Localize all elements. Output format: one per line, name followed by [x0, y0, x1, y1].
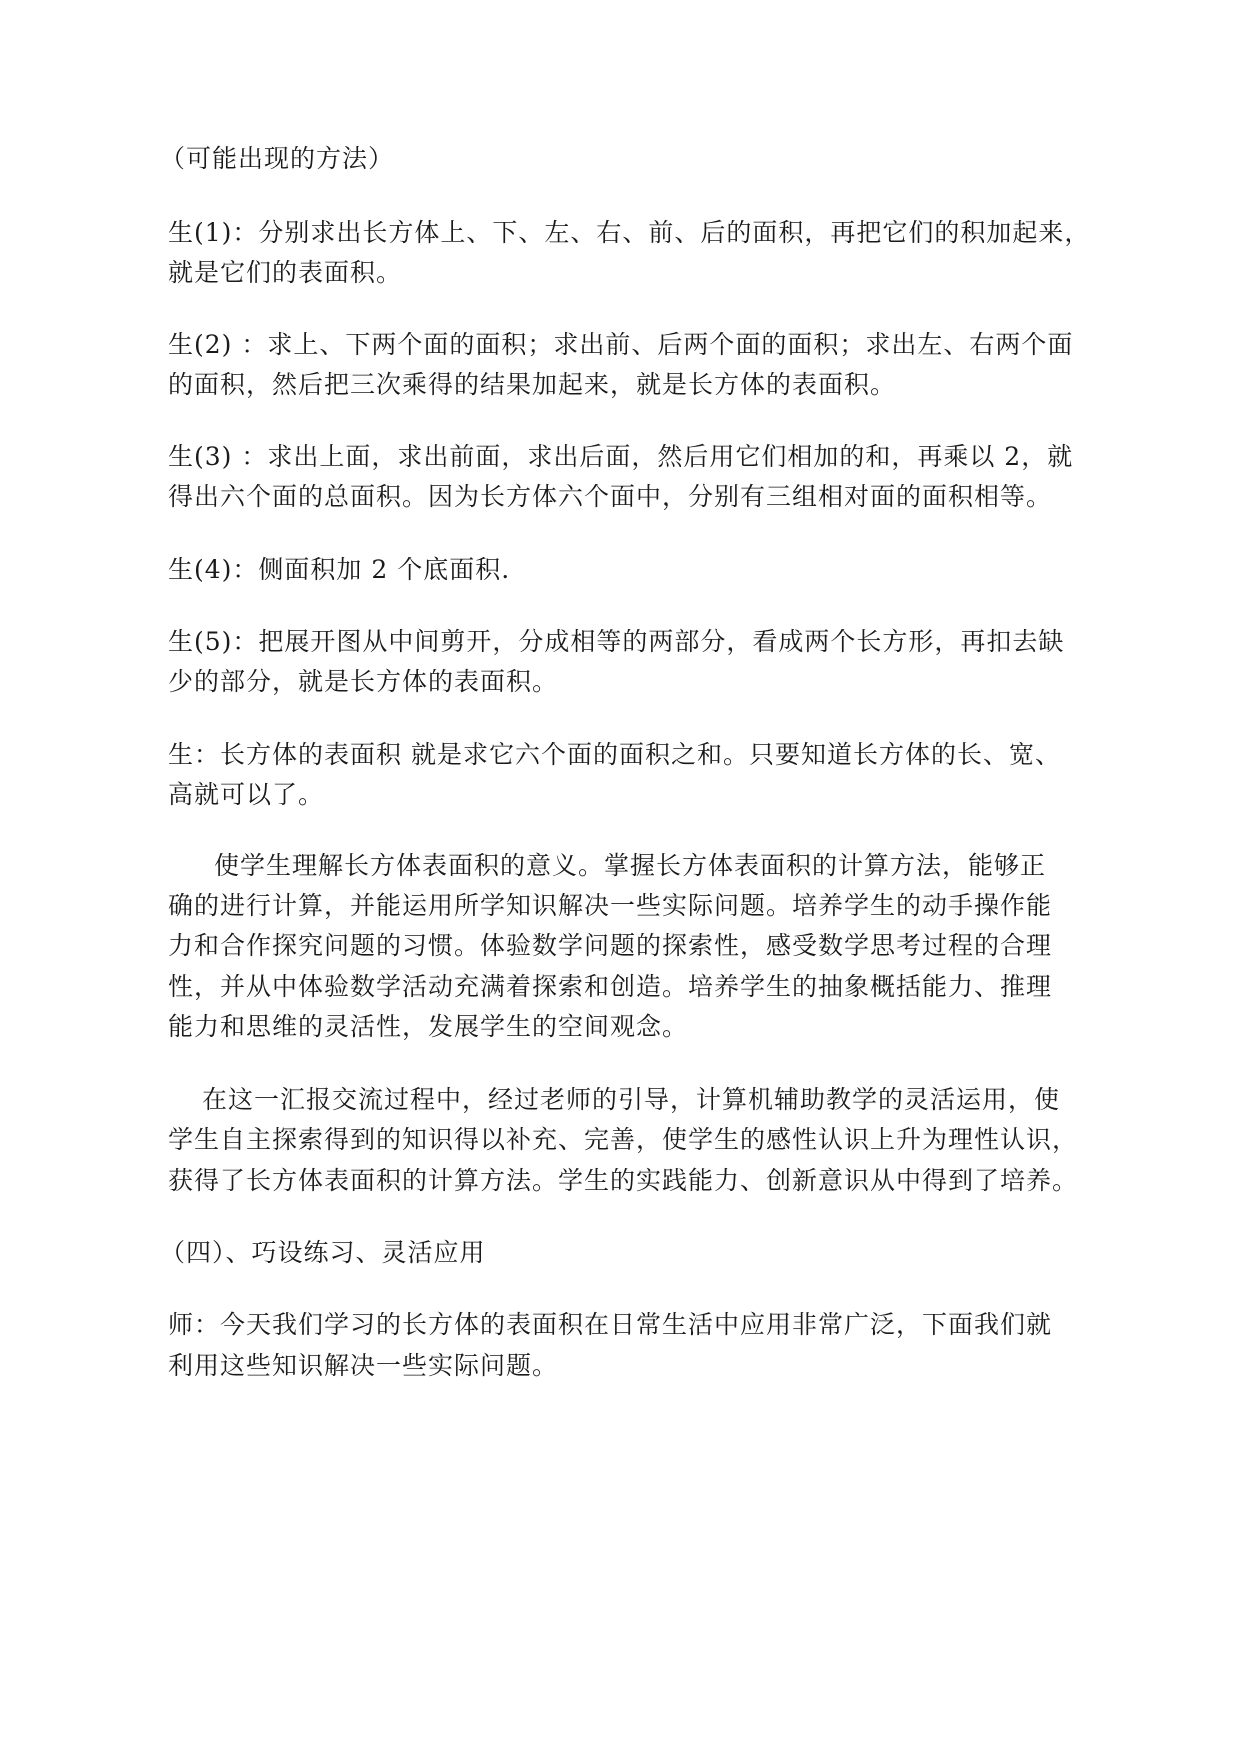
section-4-heading: （四）、巧设练习、灵活应用	[160, 1238, 486, 1267]
goals-line-2: 确的进行计算，并能运用所学知识解决一些实际问题。培养学生的动手操作能	[168, 891, 1053, 920]
reflection-line-3: 获得了长方体表面积的计算方法。学生的实践能力、创新意识从中得到了培养。	[168, 1166, 1079, 1195]
goals-line-4: 性，并从中体验数学活动充满着探索和创造。培养学生的抽象概括能力、推理	[168, 972, 1053, 1001]
goals-line-1: 使学生理解长方体表面积的意义。掌握长方体表面积的计算方法，能够正	[214, 851, 1047, 880]
method-1-line-1: 生(1)：分别求出长方体上、下、左、右、前、后的面积，再把它们的积加起来，	[168, 218, 1091, 247]
method-3-line-2: 得出六个面的总面积。因为长方体六个面中，分别有三组相对面的面积相等。	[168, 482, 1053, 511]
methods-heading: （可能出现的方法）	[160, 144, 395, 173]
method-2-line-2: 的面积，然后把三次乘得的结果加起来，就是长方体的表面积。	[168, 370, 897, 399]
method-4-line-1: 生(4)：侧面积加 2 个底面积.	[168, 555, 511, 584]
teacher-line-1: 师：今天我们学习的长方体的表面积在日常生活中应用非常广泛，下面我们就	[168, 1310, 1053, 1339]
goals-line-3: 力和合作探究问题的习惯。体验数学问题的探索性，感受数学思考过程的合理	[168, 931, 1053, 960]
goals-line-5: 能力和思维的灵活性，发展学生的空间观念。	[168, 1012, 689, 1041]
reflection-line-1: 在这一汇报交流过程中，经过老师的引导，计算机辅助教学的灵活运用，使	[202, 1085, 1061, 1114]
reflection-line-2: 学生自主探索得到的知识得以补充、完善，使学生的感性认识上升为理性认识，	[168, 1125, 1079, 1154]
summary-line-1: 生：长方体的表面积 就是求它六个面的面积之和。只要知道长方体的长、宽、	[168, 740, 1061, 769]
method-3-line-1: 生(3) ：求出上面，求出前面，求出后面，然后用它们相加的和，再乘以 2，就	[168, 442, 1074, 471]
method-5-line-2: 少的部分，就是长方体的表面积。	[168, 667, 559, 696]
method-1-line-2: 就是它们的表面积。	[168, 258, 403, 287]
method-5-line-1: 生(5)：把展开图从中间剪开，分成相等的两部分，看成两个长方形，再扣去缺	[168, 627, 1065, 656]
method-2-line-1: 生(2) ：求上、下两个面的面积；求出前、后两个面的面积；求出左、右两个面	[168, 330, 1074, 359]
summary-line-2: 高就可以了。	[168, 780, 325, 809]
teacher-line-2: 利用这些知识解决一些实际问题。	[168, 1351, 559, 1380]
